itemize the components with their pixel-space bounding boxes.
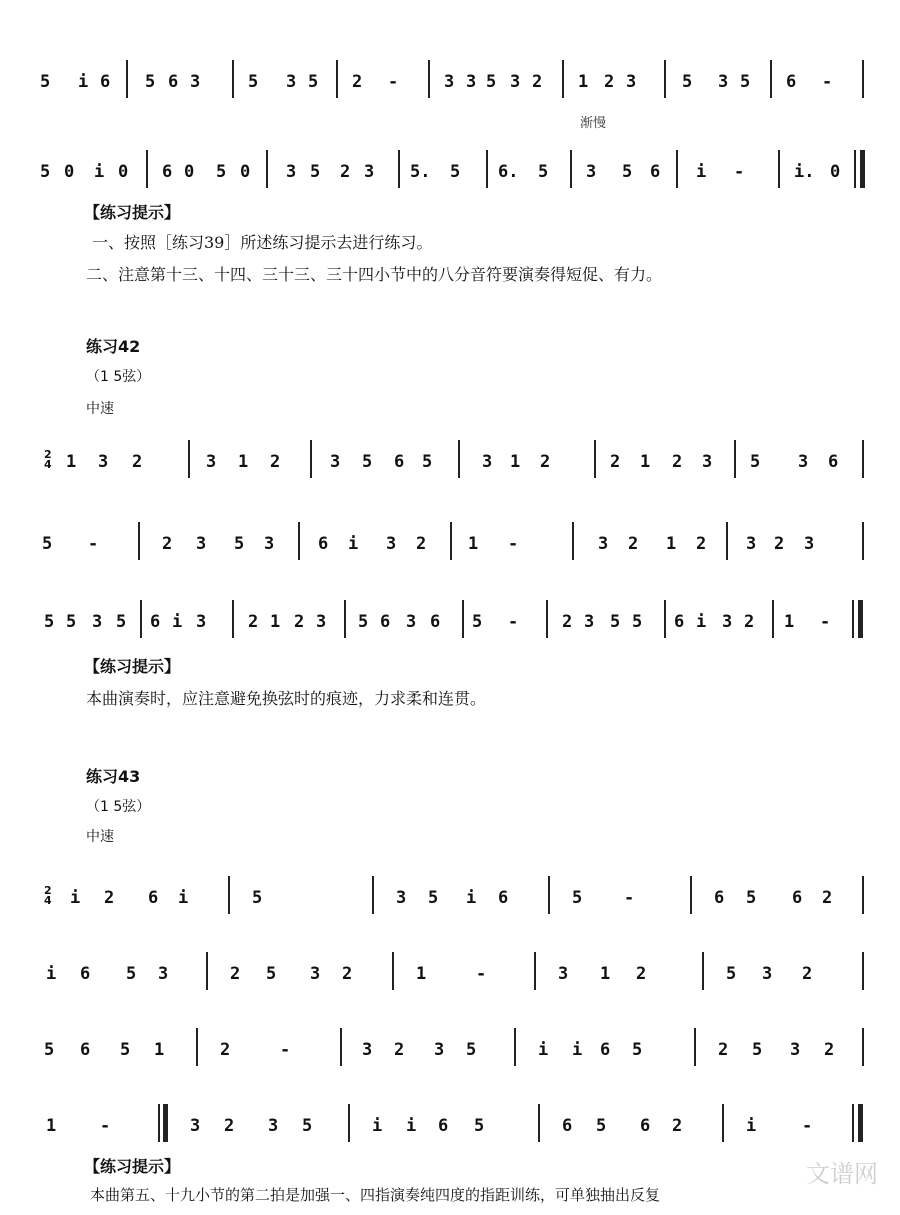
note: 5: [428, 888, 439, 908]
note: 2: [744, 612, 755, 632]
note: 0: [64, 162, 75, 182]
note: 5: [740, 72, 751, 92]
barline: [206, 952, 208, 990]
note: 3: [396, 888, 407, 908]
note: 2: [672, 1116, 683, 1136]
note: 5: [632, 612, 643, 632]
note: 5: [362, 452, 373, 472]
note: 3: [722, 612, 733, 632]
ex43-row4: [0, 1104, 900, 1144]
note: 5: [234, 534, 245, 554]
note: 5: [572, 888, 583, 908]
barline: [862, 952, 864, 990]
note: 6: [714, 888, 725, 908]
barline: [458, 440, 460, 478]
note: -: [280, 1040, 291, 1060]
note: 3: [286, 162, 297, 182]
note: 3: [790, 1040, 801, 1060]
note: 5: [302, 1116, 313, 1136]
note: 2: [604, 72, 615, 92]
note: i: [572, 1040, 583, 1060]
note: 5: [750, 452, 761, 472]
barline: [772, 600, 774, 638]
note: 0: [830, 162, 841, 182]
note: 5: [248, 72, 259, 92]
exercise-title: 练习43: [86, 767, 141, 786]
note: 1: [510, 452, 521, 472]
note: 5: [40, 162, 51, 182]
note: 6: [674, 612, 685, 632]
barline: [196, 1028, 198, 1066]
barline: [852, 1104, 854, 1142]
barline: [336, 60, 338, 98]
barline: [852, 600, 854, 638]
barline: [690, 876, 692, 914]
note: i: [172, 612, 183, 632]
note: 2: [352, 72, 363, 92]
barline: [854, 150, 856, 188]
note: 1: [468, 534, 479, 554]
note: 1: [600, 964, 611, 984]
note: 5: [126, 964, 137, 984]
hint-text: 二、注意第十三、十四、三十三、三十四小节中的八分音符要演奏得短促、有力。: [86, 265, 663, 284]
tempo: 中速: [86, 401, 114, 417]
note: 2: [696, 534, 707, 554]
note: i.: [794, 162, 815, 182]
note: 6: [438, 1116, 449, 1136]
note: 0: [240, 162, 251, 182]
note: 6: [828, 452, 839, 472]
note: 3: [598, 534, 609, 554]
note: 2: [628, 534, 639, 554]
ex42-row1: [0, 440, 900, 480]
note: 3: [364, 162, 375, 182]
tempo: 中速: [86, 829, 114, 845]
barline: [694, 1028, 696, 1066]
note: 6.: [498, 162, 519, 182]
barline: [486, 150, 488, 188]
barline: [138, 522, 140, 560]
note: 2: [220, 1040, 231, 1060]
note: 3: [92, 612, 103, 632]
note: i: [178, 888, 189, 908]
barline: [340, 1028, 342, 1066]
note: 6: [380, 612, 391, 632]
note: 0: [118, 162, 129, 182]
note: 2: [774, 534, 785, 554]
hint-text: 本曲第五、十九小节的第二拍是加强一、四指演奏纯四度的指距训练，可单独抽出反复: [90, 1186, 661, 1204]
note: 5: [474, 1116, 485, 1136]
note: 5: [42, 534, 53, 554]
note: 2: [248, 612, 259, 632]
note: 5: [596, 1116, 607, 1136]
note: 6: [162, 162, 173, 182]
final-barline: [858, 1104, 863, 1142]
note: 2: [672, 452, 683, 472]
note: 2: [340, 162, 351, 182]
barline: [232, 600, 234, 638]
note: 3: [196, 612, 207, 632]
note: 5: [422, 452, 433, 472]
note: 2: [162, 534, 173, 554]
note: -: [624, 888, 635, 908]
note: 3: [434, 1040, 445, 1060]
note: 2: [540, 452, 551, 472]
note: 5: [120, 1040, 131, 1060]
note: 2: [132, 452, 143, 472]
barline: [126, 60, 128, 98]
note: i: [696, 162, 707, 182]
note: 3: [746, 534, 757, 554]
note: i: [406, 1116, 417, 1136]
barline: [228, 876, 230, 914]
note: 3: [316, 612, 327, 632]
note: 6: [786, 72, 797, 92]
note: 5: [472, 612, 483, 632]
note: 5: [486, 72, 497, 92]
note: i: [348, 534, 359, 554]
note: 2: [270, 452, 281, 472]
barline: [594, 440, 596, 478]
barline: [392, 952, 394, 990]
note: -: [388, 72, 399, 92]
note: 5: [610, 612, 621, 632]
note: 6: [394, 452, 405, 472]
note: i: [466, 888, 477, 908]
ex41-row2: [0, 150, 900, 190]
barline: [722, 1104, 724, 1142]
note: i: [696, 612, 707, 632]
note: 2: [104, 888, 115, 908]
barline: [548, 876, 550, 914]
barline: [778, 150, 780, 188]
ex43-row1: [0, 876, 900, 916]
note: 5: [216, 162, 227, 182]
note: i: [94, 162, 105, 182]
note: -: [802, 1116, 813, 1136]
note: 5: [622, 162, 633, 182]
note: -: [508, 612, 519, 632]
note: 5: [310, 162, 321, 182]
note: 3: [362, 1040, 373, 1060]
note: 5: [682, 72, 693, 92]
string-info: （1 5弦）: [86, 799, 151, 815]
note: 6: [792, 888, 803, 908]
note: 5: [746, 888, 757, 908]
note: -: [88, 534, 99, 554]
note: 3: [762, 964, 773, 984]
barline: [570, 150, 572, 188]
note: 3: [626, 72, 637, 92]
note: 1: [640, 452, 651, 472]
barline: [462, 600, 464, 638]
note: 1: [784, 612, 795, 632]
note: 1: [238, 452, 249, 472]
tempo-mark: 渐慢: [580, 116, 607, 131]
final-barline: [858, 600, 863, 638]
final-barline: [860, 150, 865, 188]
note: 2: [394, 1040, 405, 1060]
barline: [676, 150, 678, 188]
note: 5: [538, 162, 549, 182]
note: i: [372, 1116, 383, 1136]
note: -: [508, 534, 519, 554]
note: 3: [584, 612, 595, 632]
ex41-row1: [0, 60, 900, 100]
note: 6: [430, 612, 441, 632]
barline: [770, 60, 772, 98]
note: 5: [752, 1040, 763, 1060]
note: 2: [562, 612, 573, 632]
note: 0: [184, 162, 195, 182]
note: -: [476, 964, 487, 984]
note: 3: [386, 534, 397, 554]
note: 3: [310, 964, 321, 984]
repeat-barline-thick: [163, 1104, 168, 1142]
note: 3: [798, 452, 809, 472]
note: -: [822, 72, 833, 92]
note: 3: [264, 534, 275, 554]
note: 1: [46, 1116, 57, 1136]
note: 6: [640, 1116, 651, 1136]
string-info: （1 5弦）: [86, 369, 151, 385]
note: 6: [562, 1116, 573, 1136]
note: 3: [330, 452, 341, 472]
note: 3: [482, 452, 493, 472]
note: 3: [466, 72, 477, 92]
ex42-row2: [0, 522, 900, 562]
barline: [734, 440, 736, 478]
note: i: [538, 1040, 549, 1060]
note: 2: [224, 1116, 235, 1136]
note: 3: [804, 534, 815, 554]
barline: [298, 522, 300, 560]
note: 1: [154, 1040, 165, 1060]
barline: [572, 522, 574, 560]
note: 3: [718, 72, 729, 92]
barline: [562, 60, 564, 98]
barline: [546, 600, 548, 638]
note: 1: [270, 612, 281, 632]
note: -: [734, 162, 745, 182]
note: 3: [702, 452, 713, 472]
barline: [862, 522, 864, 560]
barline: [310, 440, 312, 478]
hint-heading: 【练习提示】: [84, 1157, 181, 1176]
barline: [514, 1028, 516, 1066]
note: 6: [600, 1040, 611, 1060]
ex43-row2: [0, 952, 900, 992]
note: 5: [145, 72, 156, 92]
barline: [702, 952, 704, 990]
barline: [348, 1104, 350, 1142]
note: 3: [158, 964, 169, 984]
hint-text: 一、按照［练习39］所述练习提示去进行练习。: [92, 233, 433, 252]
note: 6: [168, 72, 179, 92]
barline: [726, 522, 728, 560]
watermark: 文谱网: [806, 1160, 878, 1188]
note: 2: [342, 964, 353, 984]
barline: [538, 1104, 540, 1142]
note: 5: [466, 1040, 477, 1060]
note: 2: [532, 72, 543, 92]
note: 5: [358, 612, 369, 632]
note: 3: [444, 72, 455, 92]
note: 2: [416, 534, 427, 554]
hint-heading: 【练习提示】: [84, 203, 181, 222]
barline: [862, 876, 864, 914]
time-signature: 2 4: [44, 448, 52, 471]
barline: [534, 952, 536, 990]
note: 3: [558, 964, 569, 984]
note: 1: [578, 72, 589, 92]
note: 5: [726, 964, 737, 984]
barline: [664, 600, 666, 638]
note: 2: [230, 964, 241, 984]
note: 5: [632, 1040, 643, 1060]
note: 2: [294, 612, 305, 632]
barline: [450, 522, 452, 560]
note: 3: [98, 452, 109, 472]
note: 1: [66, 452, 77, 472]
note: 5.: [410, 162, 431, 182]
ex42-row3: [0, 600, 900, 640]
barline: [428, 60, 430, 98]
note: 2: [610, 452, 621, 472]
note: 3: [586, 162, 597, 182]
barline: [188, 440, 190, 478]
barline: [344, 600, 346, 638]
note: 3: [196, 534, 207, 554]
barline: [146, 150, 148, 188]
note: -: [820, 612, 831, 632]
note: 2: [636, 964, 647, 984]
note: 5: [44, 612, 55, 632]
exercise-title: 练习42: [86, 337, 141, 356]
time-signature: 2 4: [44, 884, 52, 907]
note: 3: [286, 72, 297, 92]
note: 3: [190, 72, 201, 92]
note: 3: [190, 1116, 201, 1136]
barline: [862, 440, 864, 478]
note: 5: [308, 72, 319, 92]
note: 6: [150, 612, 161, 632]
barline: [664, 60, 666, 98]
note: -: [100, 1116, 111, 1136]
note: 6: [100, 72, 111, 92]
note: 2: [824, 1040, 835, 1060]
note: 3: [268, 1116, 279, 1136]
note: 1: [416, 964, 427, 984]
ex43-row3: [0, 1028, 900, 1068]
barline: [232, 60, 234, 98]
note: 6: [80, 1040, 91, 1060]
barline: [266, 150, 268, 188]
note: 5: [116, 612, 127, 632]
note: 6: [498, 888, 509, 908]
hint-heading: 【练习提示】: [84, 657, 181, 676]
note: 2: [822, 888, 833, 908]
note: 6: [148, 888, 159, 908]
note: 6: [650, 162, 661, 182]
note: 5: [40, 72, 51, 92]
hint-text: 本曲演奏时，应注意避免换弦时的痕迹，力求柔和连贯。: [86, 689, 487, 708]
note: 5: [44, 1040, 55, 1060]
barline: [140, 600, 142, 638]
barline: [398, 150, 400, 188]
note: 1: [666, 534, 677, 554]
note: i: [70, 888, 81, 908]
note: 2: [718, 1040, 729, 1060]
note: 3: [406, 612, 417, 632]
note: i: [46, 964, 57, 984]
note: 5: [266, 964, 277, 984]
barline: [862, 60, 864, 98]
repeat-barline: [158, 1104, 160, 1142]
note: 6: [80, 964, 91, 984]
barline: [862, 1028, 864, 1066]
note: 2: [802, 964, 813, 984]
note: i: [746, 1116, 757, 1136]
note: i: [78, 72, 89, 92]
note: 5: [450, 162, 461, 182]
note: 6: [318, 534, 329, 554]
note: 5: [66, 612, 77, 632]
barline: [372, 876, 374, 914]
note: 3: [510, 72, 521, 92]
note: 3: [206, 452, 217, 472]
note: 5: [252, 888, 263, 908]
